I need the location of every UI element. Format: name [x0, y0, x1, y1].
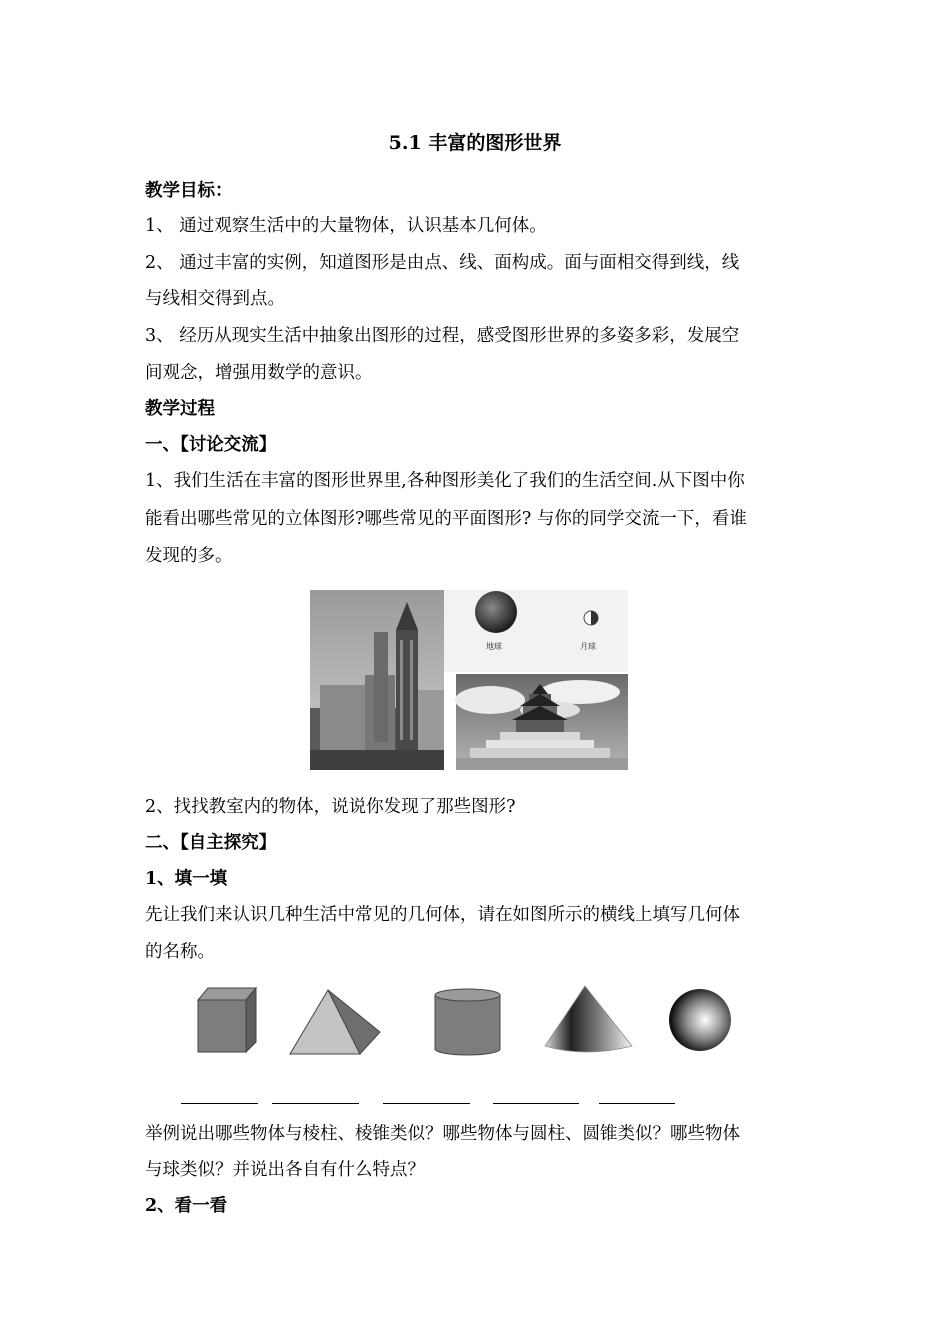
question-2: 2、找找教室内的物体，说说你发现了那些图形?	[145, 797, 516, 817]
cylinder-icon	[435, 989, 500, 1055]
temple-photo	[455, 674, 628, 770]
examples-question-line-1: 举例说出哪些物体与棱柱、棱锥类似？哪些物体与圆柱、圆锥类似？哪些物体	[145, 1124, 740, 1144]
answer-blank-2[interactable]	[272, 1103, 359, 1104]
earth-label: 地球	[486, 642, 502, 651]
objective-line-5: 间观念，增强用数学的意识。	[145, 363, 373, 383]
page-title: 5.1 丰富的图形世界	[388, 132, 562, 154]
cone-icon	[545, 986, 632, 1052]
section1-line-3: 发现的多。	[145, 546, 233, 566]
answer-blank-5[interactable]	[599, 1103, 675, 1104]
earth-icon	[475, 591, 517, 633]
earth-moon-figure	[444, 590, 628, 672]
photo-collage	[310, 590, 628, 770]
moon-label: 月球	[580, 642, 596, 651]
section2-heading: 二、【自主探究】	[145, 833, 277, 853]
solids-figure	[180, 980, 750, 1070]
section1-heading: 一、【讨论交流】	[145, 435, 277, 455]
answer-blank-4[interactable]	[493, 1103, 579, 1104]
fill-in-heading: 1、填一填	[145, 869, 228, 889]
towers-photo	[310, 590, 444, 770]
objective-line-2: 2、 通过丰富的实例，知道图形是由点、线、面构成。面与面相交得到线，线	[145, 253, 740, 273]
examples-question-line-2: 与球类似？并说出各自有什么特点？	[145, 1160, 425, 1180]
pyramid-icon	[290, 990, 380, 1054]
section1-line-1: 1、我们生活在丰富的图形世界里,各种图形美化了我们的生活空间.从下图中你	[145, 471, 745, 491]
section1-line-2: 能看出哪些常见的立体图形?哪些常见的平面图形? 与你的同学交流一下，看谁	[145, 509, 747, 529]
answer-blank-1[interactable]	[181, 1103, 258, 1104]
fill-in-line-1: 先让我们来认识几种生活中常见的几何体，请在如图所示的横线上填写几何体	[145, 905, 740, 925]
cube-icon	[198, 988, 256, 1052]
answer-blank-3[interactable]	[383, 1103, 470, 1104]
objective-line-3: 与线相交得到点。	[145, 289, 285, 309]
process-heading: 教学过程	[145, 399, 215, 419]
objective-line-4: 3、 经历从现实生活中抽象出图形的过程，感受图形世界的多姿多彩，发展空	[145, 326, 740, 346]
sphere-icon	[669, 989, 731, 1051]
fill-in-line-2: 的名称。	[145, 942, 215, 962]
look-heading: 2、看一看	[145, 1196, 228, 1216]
objective-line-1: 1、 通过观察生活中的大量物体，认识基本几何体。	[145, 216, 547, 236]
objectives-heading: 教学目标：	[145, 181, 233, 201]
